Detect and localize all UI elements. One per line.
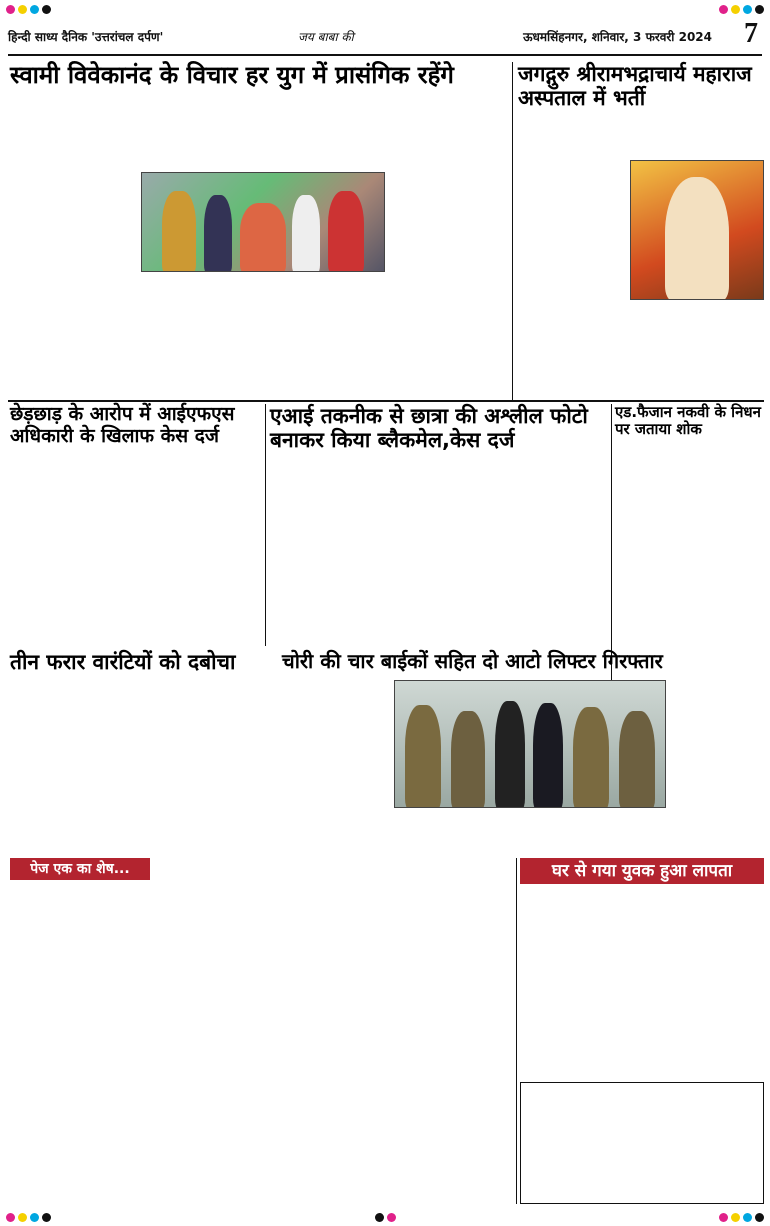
dateline: ऊधमसिंहनगर, शनिवार, 3 फरवरी 2024 <box>523 30 712 44</box>
bikes-headline: चोरी की चार बाईकों सहित दो आटो लिफ्टर गिरफ्तार <box>282 649 663 673</box>
police-photo <box>394 680 666 808</box>
pagebox-body <box>10 884 512 1204</box>
page-number: 7 <box>744 18 758 49</box>
portrait-photo <box>630 160 764 300</box>
pagebox-heading: पेज एक का शेष... <box>10 858 150 880</box>
jagadguru-headline: जगद्गुरु श्रीरामभद्राचार्य महाराज अस्पताल में भर्ती <box>518 62 752 111</box>
slogan: जय बाबा की <box>298 30 354 44</box>
warrants-body <box>10 678 278 856</box>
imprint-box <box>520 1082 764 1204</box>
color-registration-dots <box>6 5 51 14</box>
registration-bar-top <box>0 2 770 16</box>
vivekanand-headline: स्वामी विवेकानंद के विचार हर युग में प्रासंगिक रहेंगे <box>10 61 454 89</box>
column-rule <box>512 62 513 400</box>
faizan-headline: एड.फैजान नकवी के निधन पर जताया शोक <box>615 403 761 439</box>
paper-name: हिन्दी साध्य दैनिक 'उत्तरांचल दर्पण' <box>8 30 164 44</box>
ips-body <box>10 452 262 646</box>
bikes-body <box>282 680 392 856</box>
section-rule <box>8 400 764 402</box>
color-registration-dots <box>6 1213 51 1222</box>
color-registration-dots <box>719 1213 764 1222</box>
ai-body <box>270 456 608 646</box>
color-registration-dots <box>719 5 764 14</box>
column-rule <box>265 404 266 646</box>
missing-headline: घर से गया युवक हुआ लापता <box>520 858 764 884</box>
warrants-headline: तीन फरार वारंटियों को दबोचा <box>10 650 236 674</box>
ai-headline: एआई तकनीक से छात्रा की अश्लील फोटो बनाकर किया ब्लैकमेल,केस दर्ज <box>270 404 588 453</box>
missing-body <box>520 888 764 1078</box>
column-rule <box>516 858 517 1204</box>
event-photo <box>141 172 385 272</box>
ips-headline: छेड़छाड़ के आरोप में आईएफएस अधिकारी के खिलाफ केस दर्ज <box>10 403 235 447</box>
color-registration-dots <box>375 1213 396 1222</box>
registration-bar-bottom <box>0 1210 770 1224</box>
masthead <box>8 18 762 56</box>
